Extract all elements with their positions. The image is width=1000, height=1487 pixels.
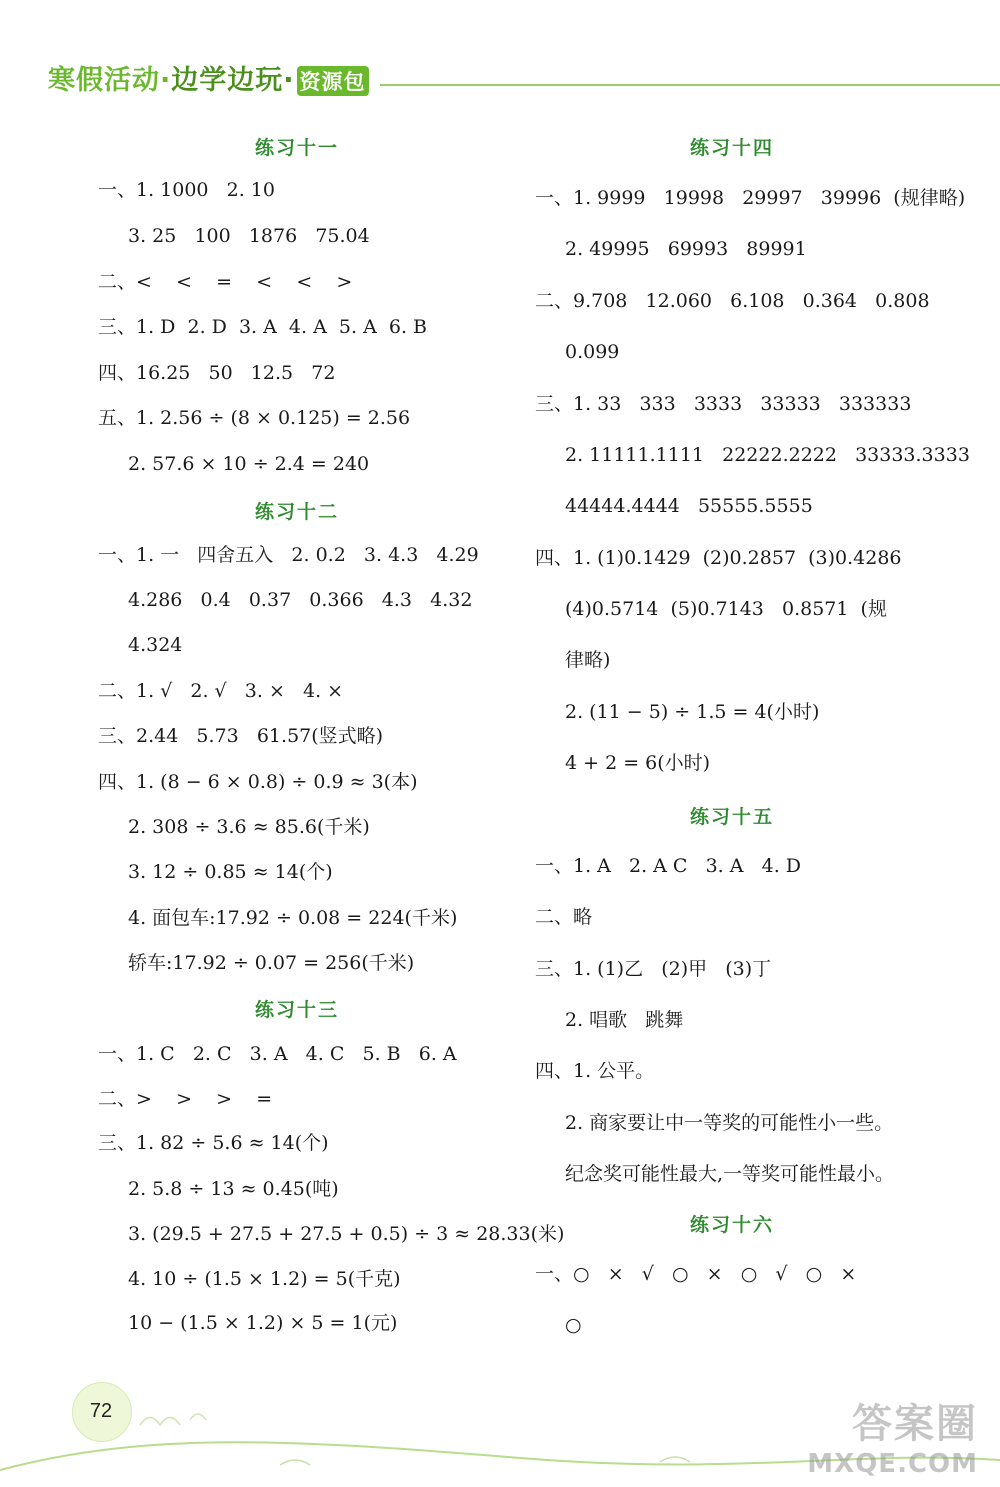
answer-line: 三、1. 82 ÷ 5.6 ≈ 14(个) bbox=[98, 1132, 329, 1154]
answer-line: 三、1. D 2. D 3. A 4. A 5. A 6. B bbox=[98, 316, 427, 338]
answer-line: 44444.4444 55555.5555 bbox=[565, 495, 813, 517]
answer-line: 二、9.708 12.060 6.108 0.364 0.808 bbox=[535, 290, 930, 312]
answer-line: 4.286 0.4 0.37 0.366 4.3 4.32 bbox=[128, 589, 473, 611]
brand-logo bbox=[48, 58, 369, 97]
page-footer bbox=[0, 1370, 1000, 1487]
brand-title: 寒假活动· bbox=[48, 65, 172, 96]
answer-line: 2. 49995 69993 89991 bbox=[565, 238, 807, 260]
answer-line: 五、1. 2.56 ÷ (8 × 0.125) = 2.56 bbox=[98, 407, 411, 429]
answer-line: 10 − (1.5 × 1.2) × 5 = 1(元) bbox=[128, 1312, 398, 1334]
brand-subtitle: 边学边玩· bbox=[171, 65, 295, 96]
answer-line: 一、○ × √ ○ × ○ √ ○ × bbox=[535, 1263, 857, 1285]
answer-line: 4. 面包车:17.92 ÷ 0.08 = 224(千米) bbox=[128, 907, 458, 929]
answer-line: 3. 25 100 1876 75.04 bbox=[128, 225, 370, 247]
answer-line: 二、> > > = bbox=[98, 1088, 273, 1110]
answer-line: 4 + 2 = 6(小时) bbox=[565, 752, 711, 774]
watermark bbox=[807, 1392, 978, 1479]
section-title-s16: 练习十六 bbox=[690, 1214, 775, 1236]
answer-line: 2. 57.6 × 10 ÷ 2.4 = 240 bbox=[128, 453, 370, 475]
answer-line: 四、1. (8 − 6 × 0.8) ÷ 0.9 ≈ 3(本) bbox=[98, 771, 418, 793]
answer-line: 2. 商家要让中一等奖的可能性小一些。 bbox=[565, 1112, 894, 1134]
answer-line: 二、1. √ 2. √ 3. × 4. × bbox=[98, 680, 344, 702]
section-title-s15: 练习十五 bbox=[690, 806, 775, 828]
section-title-s12: 练习十二 bbox=[255, 501, 340, 523]
page-header bbox=[0, 0, 1000, 110]
answer-line: 四、1. (1)0.1429 (2)0.2857 (3)0.4286 bbox=[535, 547, 902, 569]
answer-line: 4.324 bbox=[128, 634, 183, 656]
answer-line: 纪念奖可能性最大,一等奖可能性最小。 bbox=[565, 1163, 895, 1185]
watermark-url: MXQE.COM bbox=[807, 1449, 978, 1479]
answer-line: 一、1. C 2. C 3. A 4. C 5. B 6. A bbox=[98, 1043, 457, 1065]
answer-line: 三、1. 33 333 3333 33333 333333 bbox=[535, 393, 912, 415]
section-title-s13: 练习十三 bbox=[255, 999, 340, 1021]
answer-line: 三、1. (1)乙 (2)甲 (3)丁 bbox=[535, 958, 772, 980]
answer-line: 二、< < = < < > bbox=[98, 271, 353, 293]
answer-line: 2. 唱歌 跳舞 bbox=[565, 1009, 684, 1031]
answer-line: 0.099 bbox=[565, 341, 620, 363]
watermark-text: 答案圈 bbox=[852, 1401, 978, 1447]
answer-line: 3. (29.5 + 27.5 + 27.5 + 0.5) ÷ 3 ≈ 28.33(米) bbox=[128, 1223, 565, 1245]
section-title-s11: 练习十一 bbox=[255, 137, 340, 159]
answer-line: 3. 12 ÷ 0.85 ≈ 14(个) bbox=[128, 861, 333, 883]
answer-line: 一、1. A 2. A C 3. A 4. D bbox=[535, 855, 802, 877]
answer-line: 二、略 bbox=[535, 906, 593, 928]
page-number: 72 bbox=[89, 1400, 113, 1422]
answer-line: 一、1. 一 四舍五入 2. 0.2 3. 4.3 4.29 bbox=[98, 544, 479, 566]
answer-line: 三、2.44 5.73 61.57(竖式略) bbox=[98, 725, 384, 747]
answer-line: 律略) bbox=[565, 649, 611, 671]
answer-line: 轿车:17.92 ÷ 0.07 = 256(千米) bbox=[128, 952, 415, 974]
answer-line: 2. (11 − 5) ÷ 1.5 = 4(小时) bbox=[565, 701, 820, 723]
answer-line: 2. 11111.1111 22222.2222 33333.3333 bbox=[565, 444, 970, 466]
answer-line: 4. 10 ÷ (1.5 × 1.2) = 5(千克) bbox=[128, 1268, 401, 1290]
answer-line: (4)0.5714 (5)0.7143 0.8571 (规 bbox=[565, 598, 887, 620]
answer-line: 四、16.25 50 12.5 72 bbox=[98, 362, 336, 384]
answer-line: 2. 308 ÷ 3.6 ≈ 85.6(千米) bbox=[128, 816, 370, 838]
answer-line: 2. 5.8 ÷ 13 ≈ 0.45(吨) bbox=[128, 1178, 339, 1200]
section-title-s14: 练习十四 bbox=[690, 137, 775, 159]
answer-line: ○ bbox=[565, 1314, 582, 1336]
answer-line: 一、1. 1000 2. 10 bbox=[98, 179, 275, 201]
answer-line: 四、1. 公平。 bbox=[535, 1060, 655, 1082]
brand-badge: 资源包 bbox=[297, 66, 369, 96]
answer-line: 一、1. 9999 19998 29997 39996 (规律略) bbox=[535, 187, 966, 209]
header-divider bbox=[380, 84, 1000, 86]
